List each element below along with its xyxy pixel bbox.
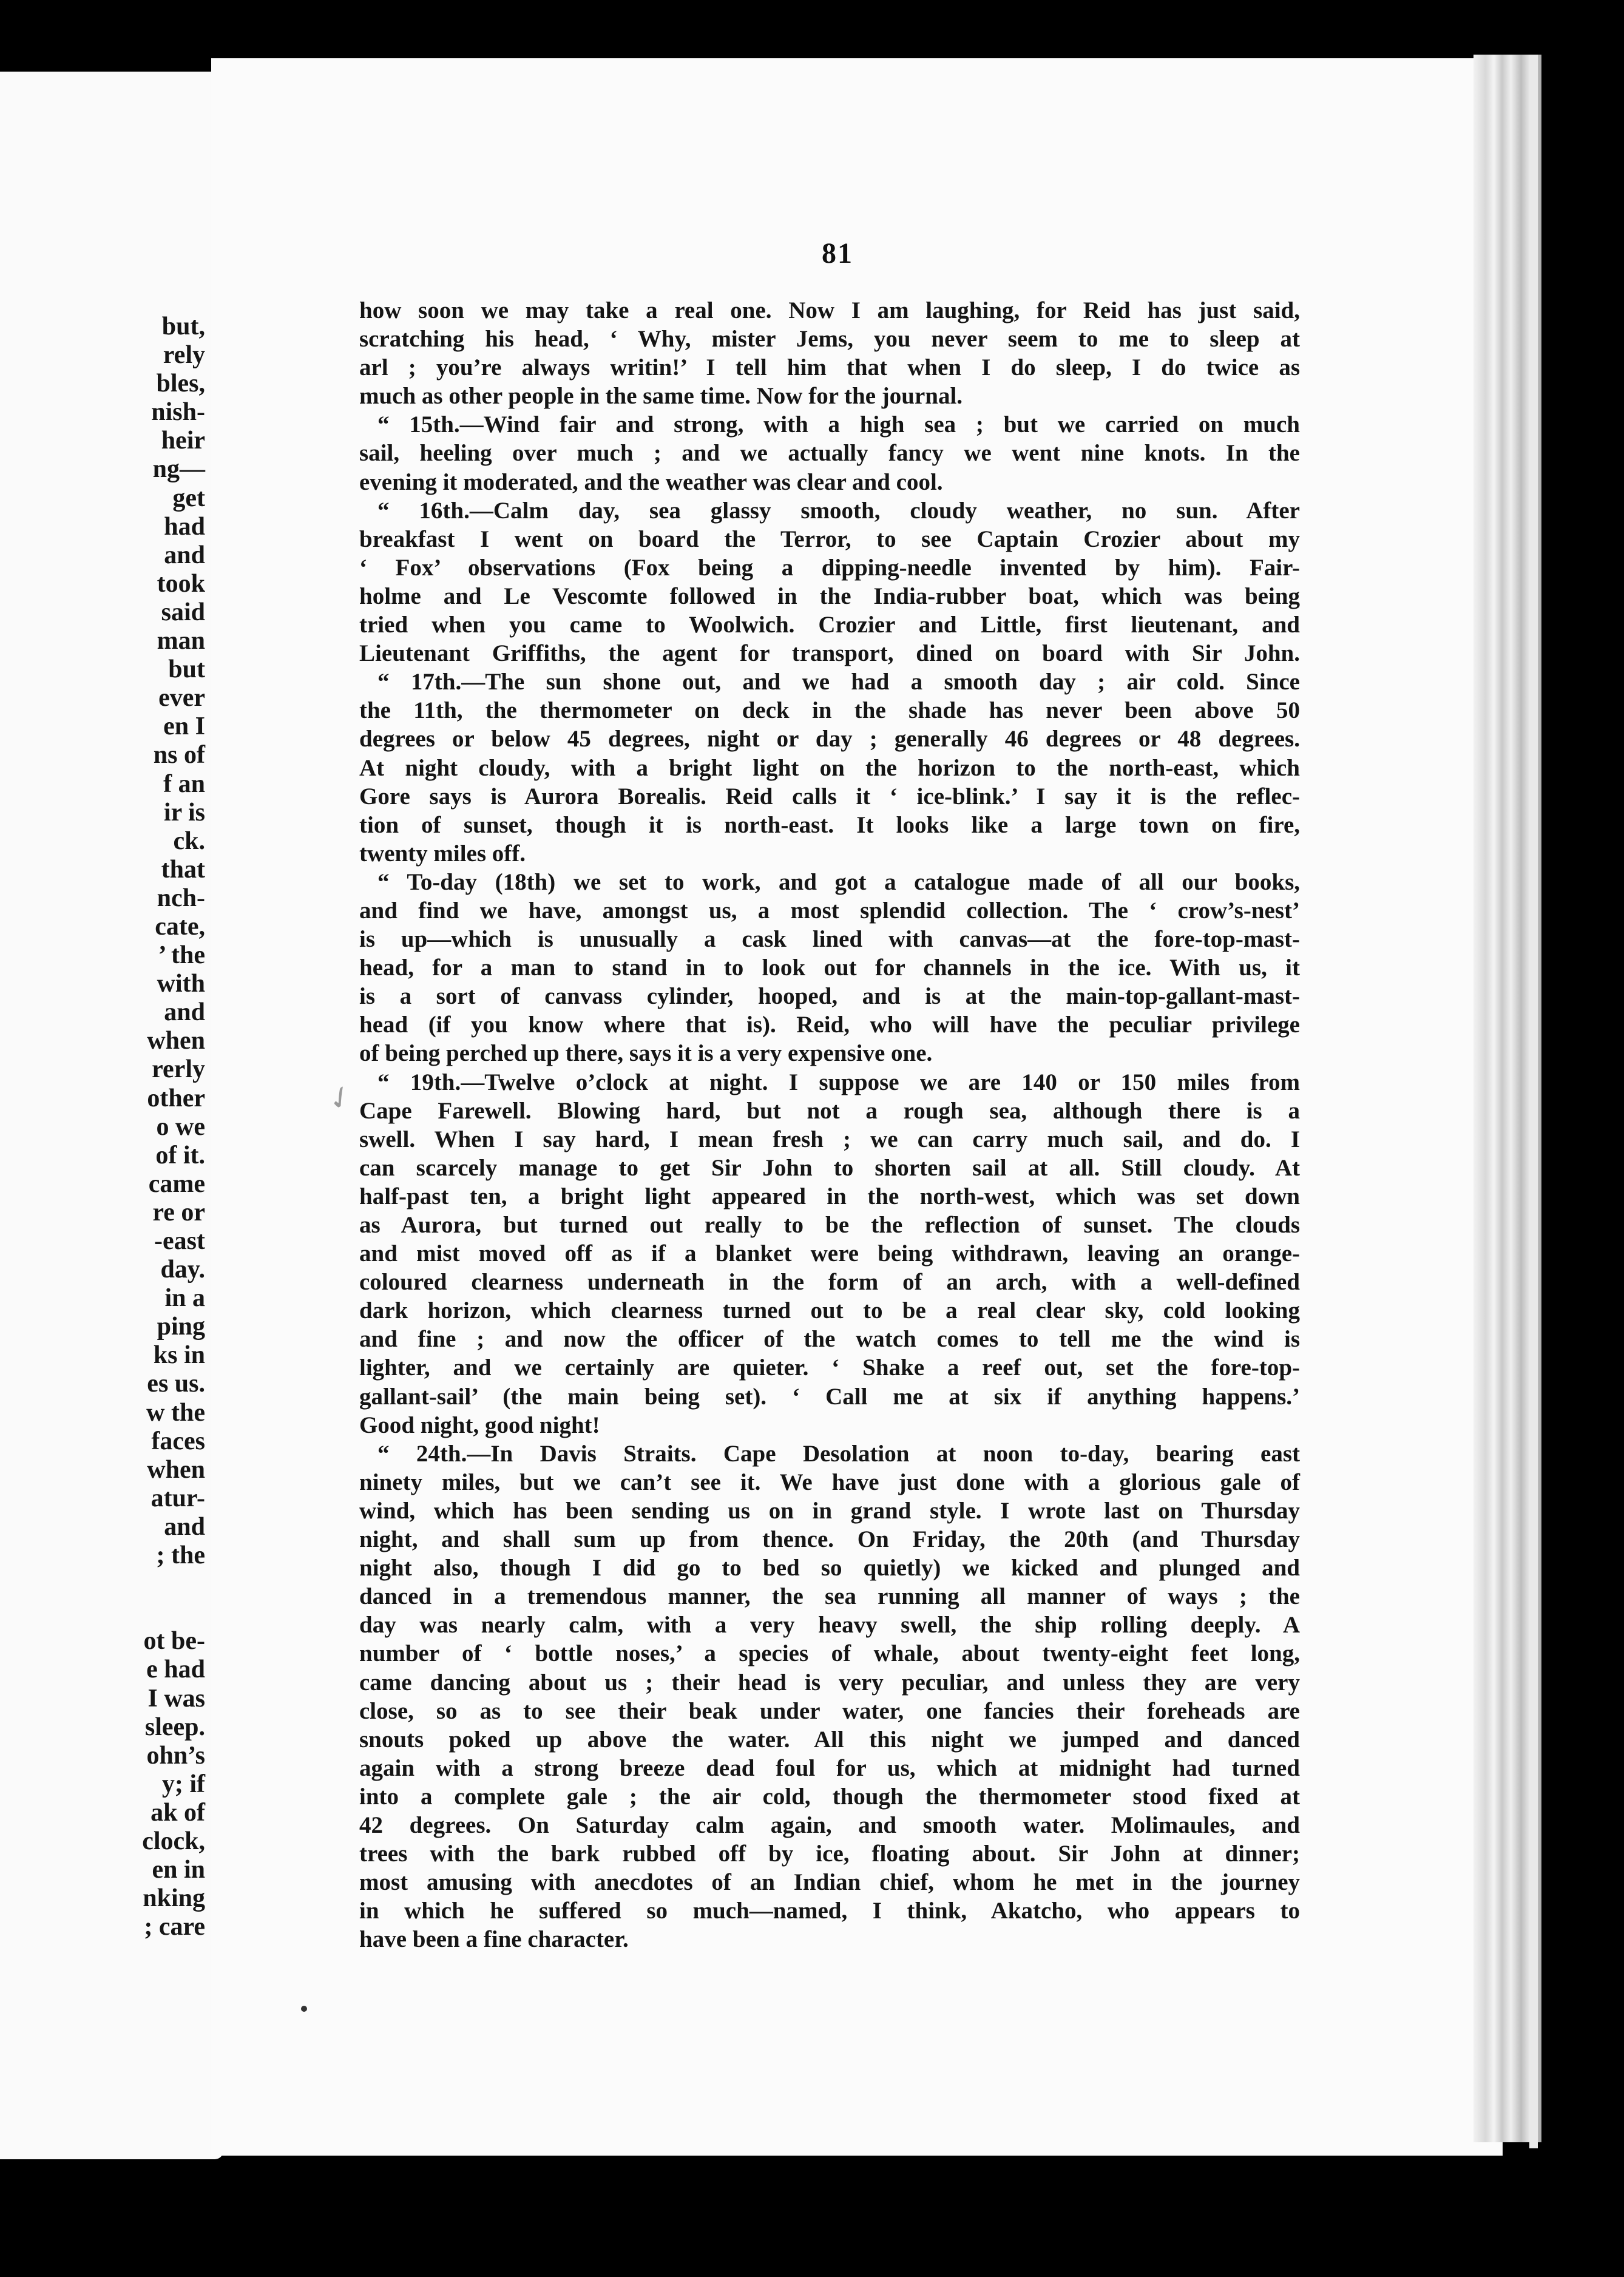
text-line: how soon we may take a real one. Now I am laughing, for Reid has just said, [359,297,1300,323]
text-line: tion of sunset, though it is north-east. It looks like a large town on fire, [359,811,1300,838]
facing-page-fragment: but, [161,313,205,340]
text-line: snouts poked up above the water. All this night we jumped and danced [359,1726,1300,1753]
facing-page-fragment: bles, [156,370,205,398]
facing-page-fragment: nking [143,1884,205,1913]
facing-page-fragment: -east [154,1227,205,1255]
text-line: again with a strong breeze dead foul for us, which at midnight had turned [359,1754,1300,1781]
facing-page-fragment: ks in [153,1341,205,1370]
text-line: is up—which is unusually a cask lined with canvas—at the fore-top-mast- [359,926,1300,953]
text-line: and fine ; and now the officer of the watch comes to tell me the wind is [359,1326,1300,1353]
facing-page-fragment: man [157,627,205,655]
text-line: of being perched up there, says it is a very expensive one. [359,1040,933,1067]
text-line: and find we have, amongst us, a most splendid collection. The ‘ crow’s-nest’ [359,897,1300,924]
text-line: much as other people in the same time. Now for the journal. [359,383,963,410]
text-line: in which he suffered so much—named, I think, Akatcho, who appears to [359,1898,1300,1924]
text-line: gallant-sail’ (the main being set). ‘ Call me at six if anything happens.’ [359,1383,1300,1410]
facing-page-fragment: atur- [151,1484,205,1512]
page-edge-highlight [1529,55,1538,2148]
text-line: dark horizon, which clearness turned out to be a real clear sky, cold looking [359,1298,1300,1324]
text-line: night also, though I did go to bed so quietly) we kicked and plunged and [359,1555,1300,1582]
facing-page-fragment: rely [163,341,205,370]
text-line: scratching his head, ‘ Why, mister Jems, you never seem to me to sleep at [359,326,1300,353]
facing-page-fragment: ot be- [143,1627,205,1656]
text-line: Cape Farewell. Blowing hard, but not a rough sea, although there is a [359,1097,1300,1124]
text-line: “ To-day (18th) we set to work, and got a catalogue made of all our books, [377,868,1300,895]
text-line: and mist moved off as if a blanket were being withdrawn, leaving an orange- [359,1240,1300,1267]
facing-page-fragment: with [157,970,205,998]
text-line: trees with the bark rubbed off by ice, floating about. Sir John at dinner; [359,1841,1300,1867]
facing-page-fragment: y; if [161,1770,205,1798]
text-line: “ 17th.—The sun shone out, and we had a smooth day ; air cold. Since [377,669,1300,695]
facing-page-fragment: w the [146,1398,205,1427]
facing-page-fragment: nch- [157,884,205,912]
text-line: Lieutenant Griffiths, the agent for transport, dined on board with Sir John. [359,640,1300,667]
facing-page-fragment: en in [152,1856,205,1884]
facing-page-fragment: f an [163,770,205,798]
text-line: wind, which has been sending us on in grand style. I wrote last on Thursday [359,1497,1300,1524]
text-line: 42 degrees. On Saturday calm again, and smooth water. Molimaules, and [359,1812,1300,1838]
facing-page-fragment: heir [161,427,205,455]
facing-page-fragment: took [157,569,205,598]
facing-page-fragment: ever [158,684,205,712]
text-line: twenty miles off. [359,840,526,867]
facing-page-fragment: rerly [152,1055,205,1084]
facing-page-fragment: ak of [151,1798,205,1827]
text-line: have been a fine character. [359,1926,629,1953]
facing-page-fragment: that [161,855,205,884]
facing-page-fragment: had [164,512,205,541]
text-line: most amusing with anecdotes of an Indian chief, whom he met in the journey [359,1869,1300,1896]
facing-page-fragment: when [147,1027,205,1055]
facing-page-fragment: ns of [153,741,205,770]
facing-page-fragment: re or [152,1198,205,1226]
page-number: 81 [822,237,853,269]
facing-page-fragment: ir is [163,798,205,827]
text-line: number of ‘ bottle noses,’ a species of whale, about twenty-eight feet long, [359,1640,1300,1667]
text-line: “ 16th.—Calm day, sea glassy smooth, cloudy weather, no sun. After [377,497,1300,524]
facing-page-fragment: nish- [151,398,205,427]
text-line: degrees or below 45 degrees, night or day ; generally 46 degrees or 48 degrees. [359,726,1300,753]
facing-page-fragment: of it. [155,1141,205,1169]
facing-page-fragment: ’ the [158,941,205,970]
text-line: came dancing about us ; their head is very peculiar, and unless they are very [359,1669,1300,1696]
facing-page-fragment: day. [160,1256,205,1284]
text-line: arl ; you’re always writin!’ I tell him that when I do sleep, I do twice as [359,354,1300,381]
facing-page-fragment: en I [163,712,205,741]
text-line: ninety miles, but we can’t see it. We have just done with a glorious gale of [359,1469,1300,1495]
facing-page-fragment: e had [146,1656,205,1684]
facing-page-fragment [142,1570,205,1599]
text-line: is a sort of canvass cylinder, hooped, and is at the main-top-gallant-mast- [359,983,1300,1010]
facing-page-fragment: ng— [152,455,205,484]
facing-page-fragment: ; care [144,1913,205,1941]
text-line: holme and Le Vescomte followed in the India-rubber boat, which was being [359,583,1300,609]
text-line: sail, heeling over much ; and we actually fancy we went nine knots. In the [359,440,1300,467]
facing-page-fragment: and [164,998,205,1027]
facing-page-fragment: came [148,1169,205,1198]
facing-page-fragment: and [164,1512,205,1541]
text-line: head (if you know where that is). Reid, who will have the peculiar privilege [359,1012,1300,1038]
text-line: Gore says is Aurora Borealis. Reid calls it ‘ ice-blink.’ I say it is the reflec- [359,783,1300,810]
facing-page-fragment: when [147,1455,205,1484]
text-line: lighter, and we certainly are quieter. ‘ Shake a reef out, set the fore-top- [359,1355,1300,1381]
text-line: evening it moderated, and the weather was clear and cool. [359,469,943,495]
text-line: “ 19th.—Twelve o’clock at night. I suppose we are 140 or 150 miles from [377,1069,1300,1095]
facing-page-fragment: other [147,1084,205,1112]
text-line: half-past ten, a bright light appeared in the north-west, which was set down [359,1183,1300,1210]
facing-page-fragment: cate, [155,912,205,941]
facing-page-fragment: I was [147,1684,205,1713]
facing-page-fragment: o we [156,1112,205,1141]
text-line: into a complete gale ; the air cold, though the thermometer stood fixed at [359,1783,1300,1810]
text-line: tried when you came to Woolwich. Crozier and Little, first lieutenant, and [359,612,1300,638]
text-line: At night cloudy, with a bright light on the horizon to the north-east, which [359,754,1300,781]
text-line: “ 24th.—In Davis Straits. Cape Desolation at noon to-day, bearing east [377,1440,1300,1467]
facing-page-fragment: ping [157,1313,205,1341]
text-line: night, and shall sum up from thence. On Friday, the 20th (and Thursday [359,1526,1300,1553]
text-line: Good night, good night! [359,1412,600,1438]
ink-speck [301,2006,307,2012]
pencil-check-mark: ✓ [320,1077,360,1119]
text-line: swell. When I say hard, I mean fresh ; we can carry much sail, and do. I [359,1126,1300,1152]
facing-page-fragment: clock, [142,1827,205,1855]
text-line: day was nearly calm, with a very heavy swell, the ship rolling deeply. A [359,1612,1300,1639]
facing-page-fragment: and [164,541,205,569]
text-line: breakfast I went on board the Terror, to see Captain Crozier about my [359,526,1300,552]
text-line: can scarcely manage to get Sir John to shorten sail at all. Still cloudy. At [359,1154,1300,1181]
text-line: close, so as to see their beak under water, one fancies their foreheads are [359,1697,1300,1724]
text-line: ‘ Fox’ observations (Fox being a dipping-needle invented by him). Fair- [359,554,1300,581]
facing-page-fragment: said [161,598,205,626]
text-line: the 11th, the thermometer on deck in the shade has never been above 50 [359,697,1300,724]
facing-page-fragment: ; the [156,1541,205,1570]
facing-page-fragment: in a [164,1284,205,1313]
facing-page-fragment: faces [151,1427,205,1455]
facing-page-fragment: ohn’s [146,1741,205,1770]
facing-page-fragment: but [168,655,205,684]
facing-page-fragment: get [172,484,205,512]
body-text [359,296,1300,1954]
text-line: danced in a tremendous manner, the sea running all manner of ways ; the [359,1583,1300,1610]
facing-page-text [142,313,205,1941]
facing-page [0,72,223,2159]
facing-page-fragment: ck. [173,827,205,855]
facing-page-fragment [142,1599,205,1627]
text-line: coloured clearness underneath in the form of an arch, with a well-defined [359,1269,1300,1296]
text-line: head, for a man to stand in to look out for channels in the ice. With us, it [359,955,1300,981]
facing-page-fragment: es us. [147,1370,205,1398]
facing-page-fragment: sleep. [144,1713,205,1741]
text-line: “ 15th.—Wind fair and strong, with a high sea ; but we carried on much [377,411,1300,438]
text-line: as Aurora, but turned out really to be the reflection of sunset. The clouds [359,1212,1300,1238]
